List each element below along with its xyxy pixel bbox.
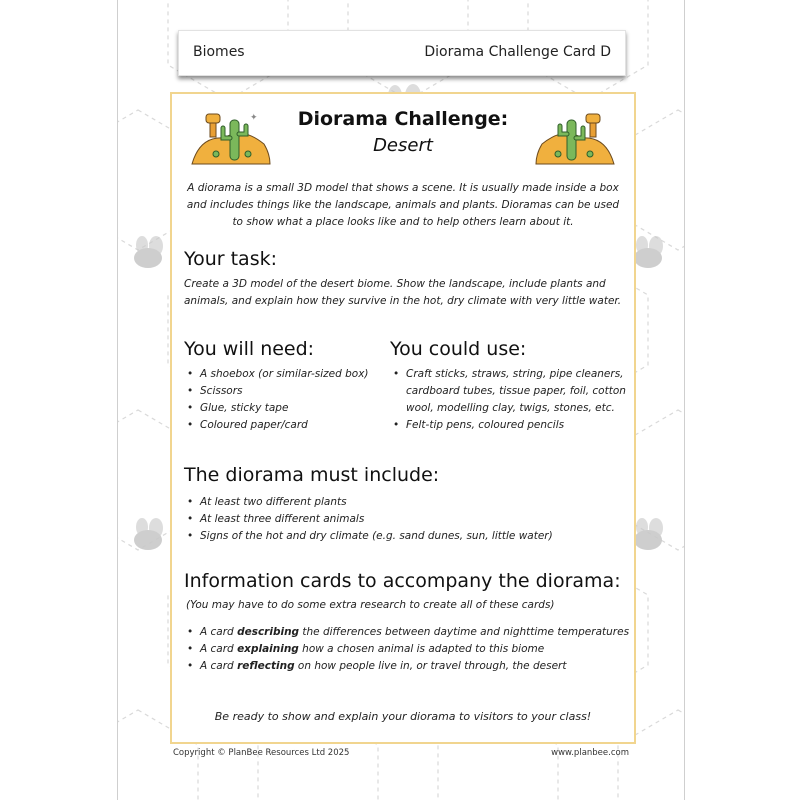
task-heading: Your task: <box>184 248 277 270</box>
list-item: • A card explaining how a chosen animal is adapted to this biome <box>184 641 624 658</box>
list-item: • At least three different animals <box>184 511 624 528</box>
copyright-text: Copyright © PlanBee Resources Ltd 2025 <box>173 748 350 758</box>
website-link[interactable]: www.planbee.com <box>551 748 629 758</box>
worksheet-page <box>117 0 685 800</box>
keyword: reflecting <box>237 660 295 672</box>
subject-label: Biomes <box>193 44 245 60</box>
task-text: Create a 3D model of the desert biome. Show the landscape, include plants and animals, and explain how they survive in the hot, dry climate with very little water. <box>184 278 622 307</box>
must-list <box>184 494 624 545</box>
need-heading: You will need: <box>184 338 315 360</box>
could-list <box>390 366 626 434</box>
list-item: • Coloured paper/card <box>184 417 384 434</box>
info-list <box>184 624 630 675</box>
list-item: • A shoebox (or similar-sized box) <box>184 366 384 383</box>
list-item: • Craft sticks, straws, string, pipe cleaners, cardboard tubes, tissue paper, foil, cotton wool, modelling clay, twigs, stones, etc. <box>390 366 626 417</box>
list-item: • Scissors <box>184 383 384 400</box>
card-subtitle: Desert <box>373 135 433 156</box>
intro-paragraph: A diorama is a small 3D model that shows a scene. It is usually made inside a box and includes things like the landscape, animals and plants. Dioramas can be used to show what a place looks like and to help others learn about it. <box>186 182 620 228</box>
header-bar <box>178 30 626 76</box>
list-item: • At least two different plants <box>184 494 624 511</box>
keyword: explaining <box>237 643 299 655</box>
svg-text:✦: ✦ <box>250 113 258 123</box>
info-note: (You may have to do some extra research to create all of these cards) <box>186 599 555 611</box>
challenge-card <box>170 92 636 744</box>
closing-note: Be ready to show and explain your diorama to visitors to your class! <box>214 710 592 723</box>
list-item: • Glue, sticky tape <box>184 400 384 417</box>
card-title: Diorama Challenge: <box>297 108 509 130</box>
info-heading: Information cards to accompany the diorama: <box>184 570 621 592</box>
keyword: describing <box>237 626 300 638</box>
need-list <box>184 366 384 434</box>
list-item: • A card reflecting on how people live in, or travel through, the desert <box>184 658 624 675</box>
card-label: Diorama Challenge Card D <box>424 44 611 60</box>
list-item: • Signs of the hot and dry climate (e.g. sand dunes, sun, little water) <box>184 528 624 545</box>
must-heading: The diorama must include: <box>184 464 440 486</box>
list-item: • A card describing the differences between daytime and nighttime temperatures <box>184 624 624 641</box>
could-heading: You could use: <box>390 338 527 360</box>
list-item: • Felt-tip pens, coloured pencils <box>390 417 626 434</box>
